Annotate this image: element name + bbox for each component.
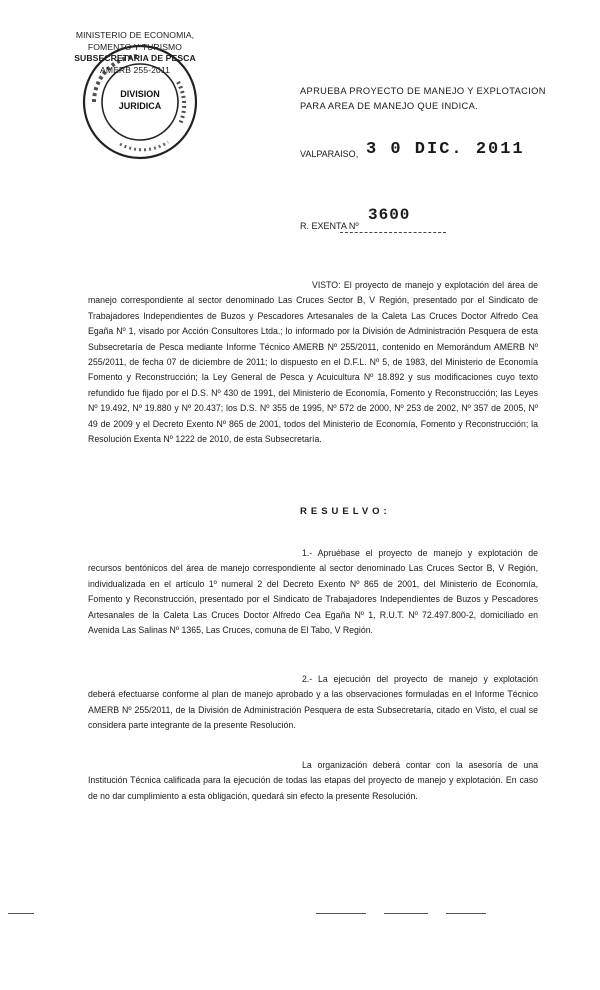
title-line-1: APRUEBA PROYECTO DE MANEJO Y EXPLOTACION bbox=[300, 86, 546, 96]
ministry-name: MINISTERIO DE ECONOMIA, bbox=[75, 30, 195, 40]
date-stamp: 3 0 DIC. 2011 bbox=[366, 140, 525, 159]
visto-paragraph: VISTO: El proyecto de manejo y explotación del área de manejo correspondiente al sector denominado Las Cruces Sector B, V Región, presentado por el Sindicato de Trabajadores Independientes de Buzos y Pescadores Artesanales de la Caleta Las Cruces Doctor Alfredo Cea Egaña Nº 1, visado por Acción Consultores Ltda.; lo informado por la División de Administración Pesquera de esta Subsecretaría de Pesca mediante Informe Técnico AMERB Nº 255/2011, contenido en Memorándum AMERB Nº 255/2011, de fecha 07 de diciembre de 2011; lo dispuesto en el D.F.L. Nº 5, de 1983, del Ministerio de Economía Fomento y Reconstrucción; la Ley General de Pesca y Acuicultura Nº 18.892 y sus modificaciones cuyo texto refundido fue fijado por el D.S. Nº 430 de 1991, del Ministerio de Economía, Fomento y Reconstrucción; las Leyes Nº 19.492, Nº 19.880 y Nº 20.437; los D.S. Nº 355 de 1995, Nº 572 de 2000, Nº 253 de 2002, Nº 357 de 2005, Nº 49 de 2009 y el Decreto Exento Nº 865 de 2001, todos del Ministerio de Economía, Fomento y Reconstrucción; la Resolución Exenta Nº 1222 de 2010, de esta Subsecretaría. bbox=[88, 280, 538, 445]
resuelvo-heading: RESUELVO: bbox=[300, 506, 391, 517]
stamp-line-1: DIVISION bbox=[120, 89, 160, 99]
footer-line-3 bbox=[446, 912, 486, 914]
stamp-line-2: JURIDICA bbox=[118, 101, 162, 111]
resolution-number: 3600 bbox=[368, 206, 411, 224]
ministry-subtitle: FOMENTO Y TURISMO bbox=[87, 41, 183, 52]
subsecretariat-name: SUBSECRETARIA DE PESCA bbox=[74, 53, 196, 63]
place: VALPARAISO, bbox=[300, 149, 359, 159]
article-2: 2.- La ejecución del proyecto de manejo y explotación deberá efectuarse conforme al plan de manejo aprobado y a las observaciones formuladas en el Informe Técnico AMERB Nº 255/2011, de la División de Administración Pesquera de esta Subsecretaría, citado en Visto, el cual se considera parte integrante de la presente Resolución. bbox=[88, 674, 538, 731]
article-1: 1.- Apruébase el proyecto de manejo y explotación de recursos bentónicos del área de manejo correspondiente al sector denominado Las Cruces Sector B, V Región, individualizada en el artículo 1º numeral 2 del Decreto Exento Nº 865 de 2001, del Ministerio de Economía, Fomento y Reconstrucción, presentado por el Sindicato de Trabajadores Independientes de Buzos y Pescadores Artesanales de la Caleta Las Cruces Doctor Alfredo Cea Egaña Nº 1, R.U.T. Nº 72.497.800-2, domiciliado en Avenida Las Salinas Nº 1365, Las Cruces, comuna de El Tabo, V Región. bbox=[88, 548, 538, 636]
document-title bbox=[300, 84, 546, 114]
resolution-label: R. EXENTA Nº bbox=[300, 221, 359, 231]
article-3: La organización deberá contar con la asesoría de una Institución Técnica calificada para la ejecución de todas las etapas del proyecto de manejo y explotación. En caso de no dar cumplimiento a esta obligación, quedará sin efecto la presente Resolución. bbox=[88, 760, 538, 801]
resolution-number-line bbox=[340, 224, 446, 233]
title-line-2: PARA AREA DE MANEJO QUE INDICA. bbox=[300, 101, 479, 111]
file-reference: AMERB 255-2011 bbox=[99, 64, 171, 75]
footer-line-left bbox=[8, 912, 34, 914]
juridica-stamp bbox=[80, 42, 200, 162]
footer-line-2 bbox=[384, 912, 428, 914]
footer-line-1 bbox=[316, 912, 366, 914]
